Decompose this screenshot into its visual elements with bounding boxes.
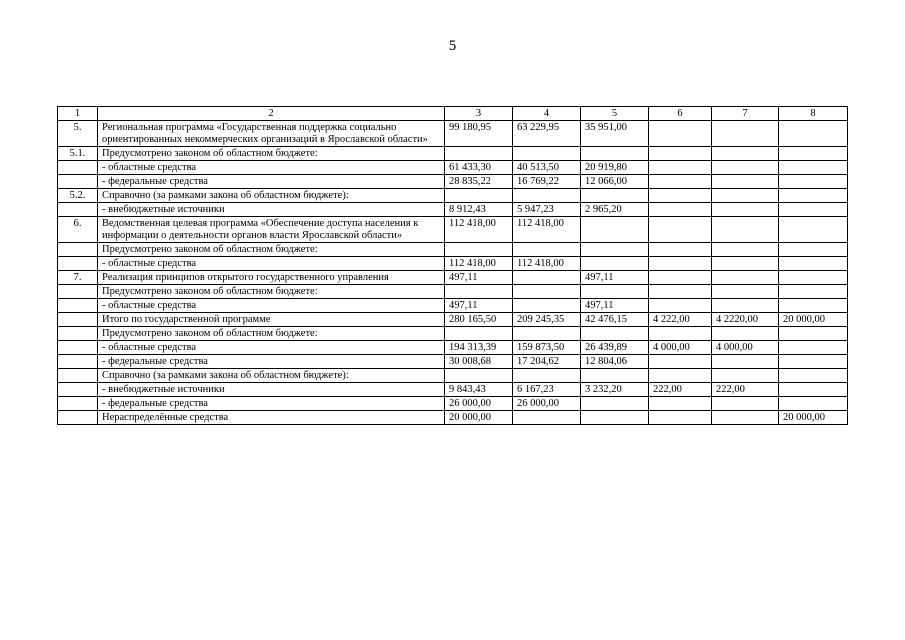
cell-c4: 112 418,00 xyxy=(513,217,581,243)
table-row xyxy=(58,383,848,397)
cell-c7 xyxy=(712,271,779,285)
cell-c3: 112 418,00 xyxy=(445,217,513,243)
table-row xyxy=(58,411,848,425)
cell-c8 xyxy=(779,189,848,203)
cell-c3: 8 912,43 xyxy=(445,203,513,217)
cell-c4: 5 947,23 xyxy=(513,203,581,217)
cell-c6 xyxy=(649,285,712,299)
cell-c7 xyxy=(712,161,779,175)
cell-c2: - внебюджетные источники xyxy=(98,383,445,397)
cell-c8 xyxy=(779,271,848,285)
cell-c4 xyxy=(513,411,581,425)
cell-c2: - областные средства xyxy=(98,257,445,271)
cell-c4 xyxy=(513,285,581,299)
table-row xyxy=(58,369,848,383)
cell-c6 xyxy=(649,147,712,161)
cell-c8 xyxy=(779,383,848,397)
table-body xyxy=(58,107,848,425)
cell-c4: 26 000,00 xyxy=(513,397,581,411)
cell-c2: - федеральные средства xyxy=(98,397,445,411)
cell-c1: 5. xyxy=(58,121,98,147)
cell-c8: 20 000,00 xyxy=(779,313,848,327)
cell-c6: 4 000,00 xyxy=(649,341,712,355)
cell-c8 xyxy=(779,327,848,341)
cell-c5 xyxy=(581,369,649,383)
cell-c7 xyxy=(712,411,779,425)
cell-c3 xyxy=(445,189,513,203)
cell-c4 xyxy=(513,299,581,313)
cell-c2: - областные средства xyxy=(98,161,445,175)
cell-c1 xyxy=(58,243,98,257)
cell-c5 xyxy=(581,147,649,161)
cell-c4: 16 769,22 xyxy=(513,175,581,189)
table-row xyxy=(58,147,848,161)
cell-c3 xyxy=(445,243,513,257)
cell-c2: Предусмотрено законом об областном бюджете: xyxy=(98,243,445,257)
cell-c1 xyxy=(58,327,98,341)
cell-c3: 497,11 xyxy=(445,299,513,313)
cell-c7: 222,00 xyxy=(712,383,779,397)
cell-c3: 28 835,22 xyxy=(445,175,513,189)
cell-c4: 209 245,35 xyxy=(513,313,581,327)
cell-c7 xyxy=(712,243,779,257)
cell-c6 xyxy=(649,161,712,175)
cell-c6 xyxy=(649,121,712,147)
cell-c1: 6. xyxy=(58,217,98,243)
cell-c6 xyxy=(649,217,712,243)
cell-c3 xyxy=(445,369,513,383)
cell-c5: 2 965,20 xyxy=(581,203,649,217)
cell-c3: 280 165,50 xyxy=(445,313,513,327)
cell-c4: 112 418,00 xyxy=(513,257,581,271)
table-row xyxy=(58,397,848,411)
cell-c3: 30 008,68 xyxy=(445,355,513,369)
cell-c5: 26 439,89 xyxy=(581,341,649,355)
cell-c6 xyxy=(649,355,712,369)
cell-c4 xyxy=(513,189,581,203)
cell-c8 xyxy=(779,147,848,161)
cell-c2: - федеральные средства xyxy=(98,355,445,369)
cell-c7 xyxy=(712,369,779,383)
cell-c5: 20 919,80 xyxy=(581,161,649,175)
cell-c3: 497,11 xyxy=(445,271,513,285)
cell-c8 xyxy=(779,175,848,189)
table-row xyxy=(58,121,848,147)
cell-c8 xyxy=(779,299,848,313)
cell-c1 xyxy=(58,257,98,271)
cell-c3: 61 433,30 xyxy=(445,161,513,175)
cell-c3 xyxy=(445,285,513,299)
cell-c8 xyxy=(779,285,848,299)
cell-c2: - федеральные средства xyxy=(98,175,445,189)
cell-c4: 17 204,62 xyxy=(513,355,581,369)
table-row xyxy=(58,161,848,175)
cell-c3 xyxy=(445,147,513,161)
cell-c3: 194 313,39 xyxy=(445,341,513,355)
cell-c6 xyxy=(649,397,712,411)
cell-c7 xyxy=(712,327,779,341)
table-header-row xyxy=(58,107,848,121)
table-row xyxy=(58,175,848,189)
cell-c7 xyxy=(712,189,779,203)
cell-c1: 5.2. xyxy=(58,189,98,203)
cell-c5 xyxy=(581,397,649,411)
cell-c3: 9 843,43 xyxy=(445,383,513,397)
cell-c5 xyxy=(581,189,649,203)
cell-c2: - областные средства xyxy=(98,299,445,313)
cell-c5 xyxy=(581,243,649,257)
table-row xyxy=(58,341,848,355)
cell-c7 xyxy=(712,285,779,299)
cell-c7: 4 2220,00 xyxy=(712,313,779,327)
cell-c2: Региональная программа «Государственная поддержка социально ориентированных некоммерческих организаций в Ярославской области» xyxy=(98,121,445,147)
cell-c2: Справочно (за рамками закона об областном бюджете): xyxy=(98,369,445,383)
cell-c7 xyxy=(712,217,779,243)
cell-c8 xyxy=(779,369,848,383)
cell-c6 xyxy=(649,411,712,425)
cell-c1 xyxy=(58,285,98,299)
cell-c1: 7. xyxy=(58,271,98,285)
cell-c8 xyxy=(779,341,848,355)
cell-c5: 497,11 xyxy=(581,299,649,313)
cell-c7 xyxy=(712,299,779,313)
table-row xyxy=(58,189,848,203)
cell-c1 xyxy=(58,203,98,217)
table-row xyxy=(58,355,848,369)
cell-c4: 63 229,95 xyxy=(513,121,581,147)
cell-c1 xyxy=(58,411,98,425)
cell-c8 xyxy=(779,397,848,411)
cell-c8 xyxy=(779,121,848,147)
table-row xyxy=(58,299,848,313)
cell-c2: - областные средства xyxy=(98,341,445,355)
cell-c8 xyxy=(779,161,848,175)
cell-c5: 12 804,06 xyxy=(581,355,649,369)
cell-c5: 497,11 xyxy=(581,271,649,285)
cell-c4 xyxy=(513,271,581,285)
cell-c5: 35 951,00 xyxy=(581,121,649,147)
cell-c5: 3 232,20 xyxy=(581,383,649,397)
cell-c8: 20 000,00 xyxy=(779,411,848,425)
cell-c5 xyxy=(581,217,649,243)
cell-c1: 5.1. xyxy=(58,147,98,161)
cell-c4 xyxy=(513,243,581,257)
cell-c7 xyxy=(712,147,779,161)
cell-c5 xyxy=(581,285,649,299)
cell-c2: Справочно (за рамками закона об областном бюджете): xyxy=(98,189,445,203)
cell-c7 xyxy=(712,397,779,411)
cell-c8 xyxy=(779,243,848,257)
cell-c3: 112 418,00 xyxy=(445,257,513,271)
table-row xyxy=(58,257,848,271)
cell-c6 xyxy=(649,203,712,217)
table-row xyxy=(58,313,848,327)
cell-c7 xyxy=(712,175,779,189)
cell-c2: Предусмотрено законом об областном бюджете: xyxy=(98,327,445,341)
cell-c8 xyxy=(779,217,848,243)
cell-c4: 40 513,50 xyxy=(513,161,581,175)
header-col-5: 5 xyxy=(581,107,649,121)
cell-c6: 4 222,00 xyxy=(649,313,712,327)
cell-c7 xyxy=(712,355,779,369)
table-row xyxy=(58,217,848,243)
header-col-3: 3 xyxy=(445,107,513,121)
header-col-8: 8 xyxy=(779,107,848,121)
header-col-2: 2 xyxy=(98,107,445,121)
table-row xyxy=(58,327,848,341)
cell-c1 xyxy=(58,341,98,355)
cell-c2: Итого по государственной программе xyxy=(98,313,445,327)
cell-c1 xyxy=(58,161,98,175)
cell-c5 xyxy=(581,257,649,271)
header-col-7: 7 xyxy=(712,107,779,121)
cell-c6 xyxy=(649,299,712,313)
cell-c2: Предусмотрено законом об областном бюджете: xyxy=(98,285,445,299)
cell-c2: Ведомственная целевая программа «Обеспечение доступа населения к информации о деятельности органов власти Ярославской области» xyxy=(98,217,445,243)
cell-c2: Нераспределённые средства xyxy=(98,411,445,425)
cell-c1 xyxy=(58,313,98,327)
budget-table xyxy=(57,106,848,425)
cell-c5 xyxy=(581,411,649,425)
cell-c6 xyxy=(649,327,712,341)
cell-c3 xyxy=(445,327,513,341)
cell-c5: 12 066,00 xyxy=(581,175,649,189)
cell-c3: 99 180,95 xyxy=(445,121,513,147)
cell-c6 xyxy=(649,271,712,285)
cell-c7: 4 000,00 xyxy=(712,341,779,355)
header-col-1: 1 xyxy=(58,107,98,121)
table-row xyxy=(58,203,848,217)
cell-c2: - внебюджетные источники xyxy=(98,203,445,217)
header-col-4: 4 xyxy=(513,107,581,121)
cell-c3: 20 000,00 xyxy=(445,411,513,425)
cell-c5 xyxy=(581,327,649,341)
cell-c2: Реализация принципов открытого государственного управления xyxy=(98,271,445,285)
cell-c4: 6 167,23 xyxy=(513,383,581,397)
cell-c1 xyxy=(58,383,98,397)
cell-c6 xyxy=(649,257,712,271)
cell-c6: 222,00 xyxy=(649,383,712,397)
table-row xyxy=(58,271,848,285)
cell-c5: 42 476,15 xyxy=(581,313,649,327)
cell-c7 xyxy=(712,203,779,217)
cell-c1 xyxy=(58,369,98,383)
page-number: 5 xyxy=(448,38,457,54)
cell-c1 xyxy=(58,397,98,411)
cell-c6 xyxy=(649,175,712,189)
cell-c7 xyxy=(712,121,779,147)
cell-c1 xyxy=(58,355,98,369)
cell-c4: 159 873,50 xyxy=(513,341,581,355)
cell-c3: 26 000,00 xyxy=(445,397,513,411)
table-row xyxy=(58,285,848,299)
cell-c2: Предусмотрено законом об областном бюджете: xyxy=(98,147,445,161)
cell-c7 xyxy=(712,257,779,271)
cell-c4 xyxy=(513,147,581,161)
cell-c1 xyxy=(58,175,98,189)
cell-c4 xyxy=(513,327,581,341)
cell-c6 xyxy=(649,189,712,203)
header-col-6: 6 xyxy=(649,107,712,121)
cell-c4 xyxy=(513,369,581,383)
cell-c8 xyxy=(779,257,848,271)
cell-c6 xyxy=(649,243,712,257)
cell-c8 xyxy=(779,355,848,369)
table-row xyxy=(58,243,848,257)
cell-c6 xyxy=(649,369,712,383)
cell-c1 xyxy=(58,299,98,313)
cell-c8 xyxy=(779,203,848,217)
